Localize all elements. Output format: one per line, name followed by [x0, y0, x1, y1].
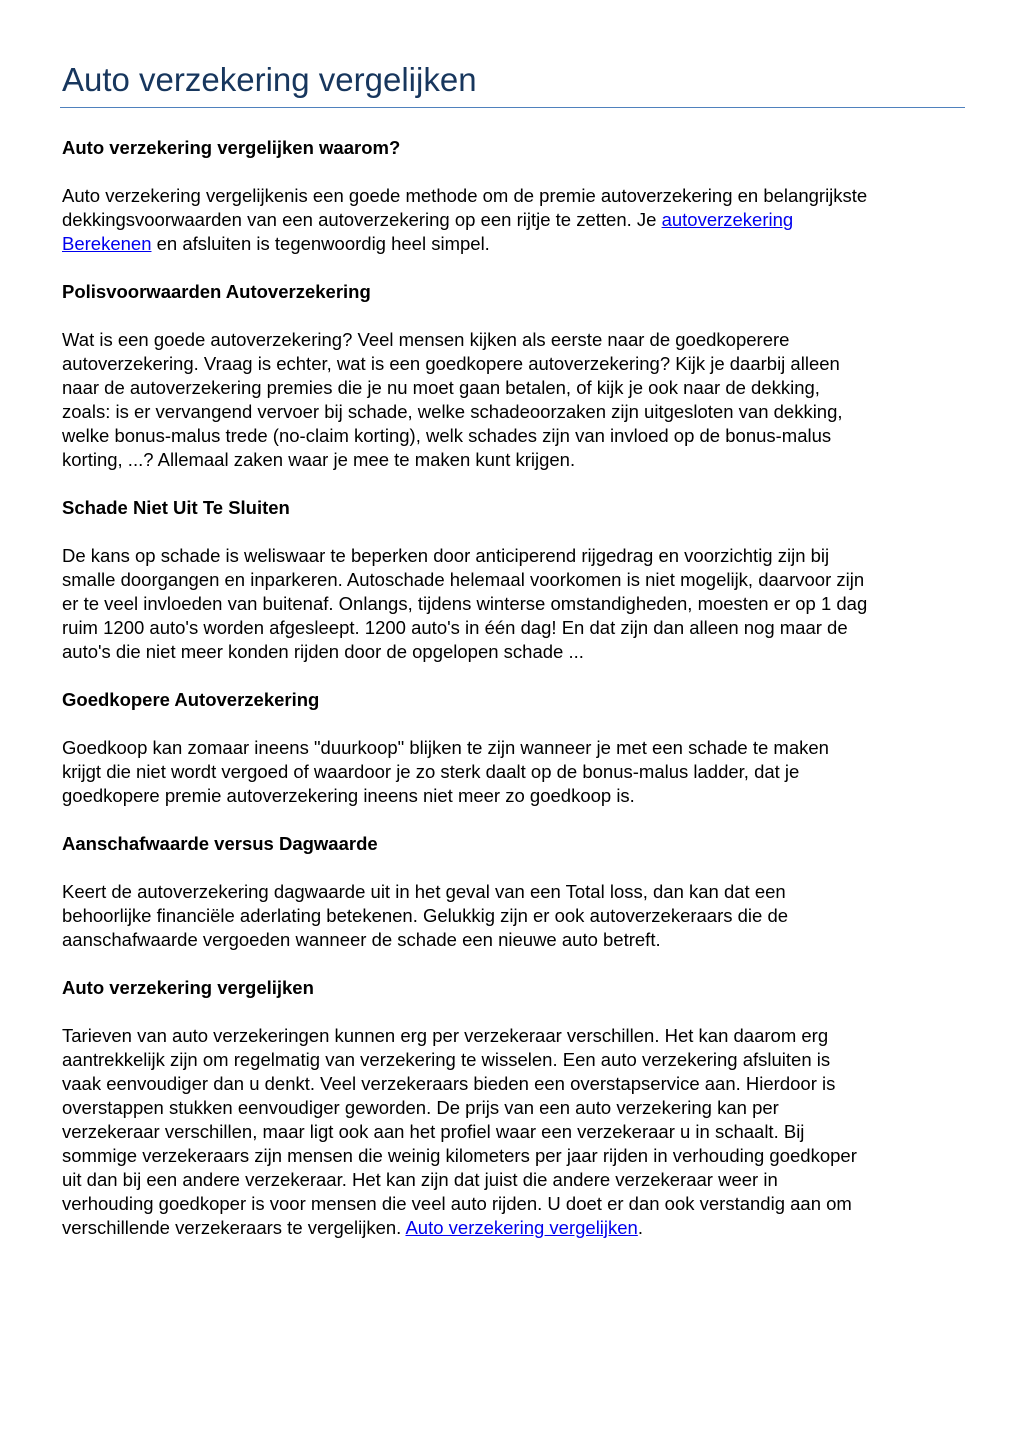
document-title: Auto verzekering vergelijken: [62, 61, 477, 98]
section-heading: Auto verzekering vergelijken: [62, 977, 314, 998]
berekenen-link[interactable]: Berekenen: [62, 233, 152, 254]
document-body: [62, 136, 967, 1264]
auto-verzekering-vergelijken-link[interactable]: Auto verzekering vergelijken: [405, 1217, 638, 1238]
section-heading: Schade Niet Uit Te Sluiten: [62, 497, 290, 518]
section-heading: Polisvoorwaarden Autoverzekering: [62, 281, 371, 302]
section-paragraph: Goedkoop kan zomaar ineens "duurkoop" blijken te zijn wanneer je met een schade te maken krijgt die niet wordt vergoed of waardoor je zo sterk daalt op de bonus-malus ladder, dat je goedkopere premie autoverzekering ineens niet meer zo goedkoop is.: [62, 737, 829, 806]
title-divider: [60, 107, 965, 108]
section-paragraph: Auto verzekering vergelijkenis een goede methode om de premie autoverzekering en belangrijkste dekkingsvoorwaarden van een autoverzekering op een rijtje te zetten. Je autoverzekering Berekenen en afsluiten is tegenwoordig heel simpel.: [62, 185, 868, 254]
autoverzekering-link[interactable]: autoverzekering: [661, 209, 794, 230]
section-paragraph: De kans op schade is weliswaar te beperken door anticiperend rijgedrag en voorzichtig zijn bij smalle doorgangen en inparkeren. Autoschade helemaal voorkomen is niet mogelijk, daarvoor zijn er te veel invloeden van buitenaf. Onlangs, tijdens winterse omstandigheden, moesten er op 1 dag ruim 1200 auto's worden afgesleept. 1200 auto's in één dag! En dat zijn dan alleen nog maar de auto's die niet meer konden rijden door de opgelopen schade ...: [62, 545, 868, 662]
section-paragraph: Tarieven van auto verzekeringen kunnen erg per verzekeraar verschillen. Het kan daarom erg aantrekkelijk zijn om regelmatig van verzekering te wisselen. Een auto verzekering afsluiten is vaak eenvoudiger dan u denkt. Veel verzekeraars bieden een overstapservice aan. Hierdoor is overstappen stukken eenvoudiger geworden. De prijs van een auto verzekering kan per verzekeraar verschillen, maar ligt ook aan het profiel waar een verzekeraar u in schaalt. Bij sommige verzekeraars zijn mensen die weinig kilometers per jaar rijden in verhouding goedkoper uit dan bij een andere verzekeraar. Het kan zijn dat juist die andere verzekeraar weer in verhouding goedkoper is voor mensen die veel auto rijden. U doet er dan ook verstandig aan om verschillende verzekeraars te vergelijken. Auto verzekering vergelijken.: [62, 1025, 857, 1238]
section-heading: Auto verzekering vergelijken waarom?: [62, 137, 401, 158]
section-heading: Goedkopere Autoverzekering: [62, 689, 320, 710]
section-paragraph: Wat is een goede autoverzekering? Veel mensen kijken als eerste naar de goedkoperere autoverzekering. Vraag is echter, wat is een goedkopere autoverzekering? Kijk je daarbij alleen naar de autoverzekering premies die je nu moet gaan betalen, of kijk je ook naar de dekking, zoals: is er vervangend vervoer bij schade, welke schadeoorzaken zijn uitgesloten van dekking, welke bonus-malus trede (no-claim korting), welk schades zijn van invloed op de bonus-malus korting, ...? Allemaal zaken waar je mee te maken kunt krijgen.: [62, 329, 843, 470]
section-heading: Aanschafwaarde versus Dagwaarde: [62, 833, 378, 854]
section-paragraph: Keert de autoverzekering dagwaarde uit in het geval van een Total loss, dan kan dat een behoorlijke financiële aderlating betekenen. Gelukkig zijn er ook autoverzekeraars die de aanschafwaarde vergoeden wanneer de schade een nieuwe auto betreft.: [62, 881, 789, 950]
